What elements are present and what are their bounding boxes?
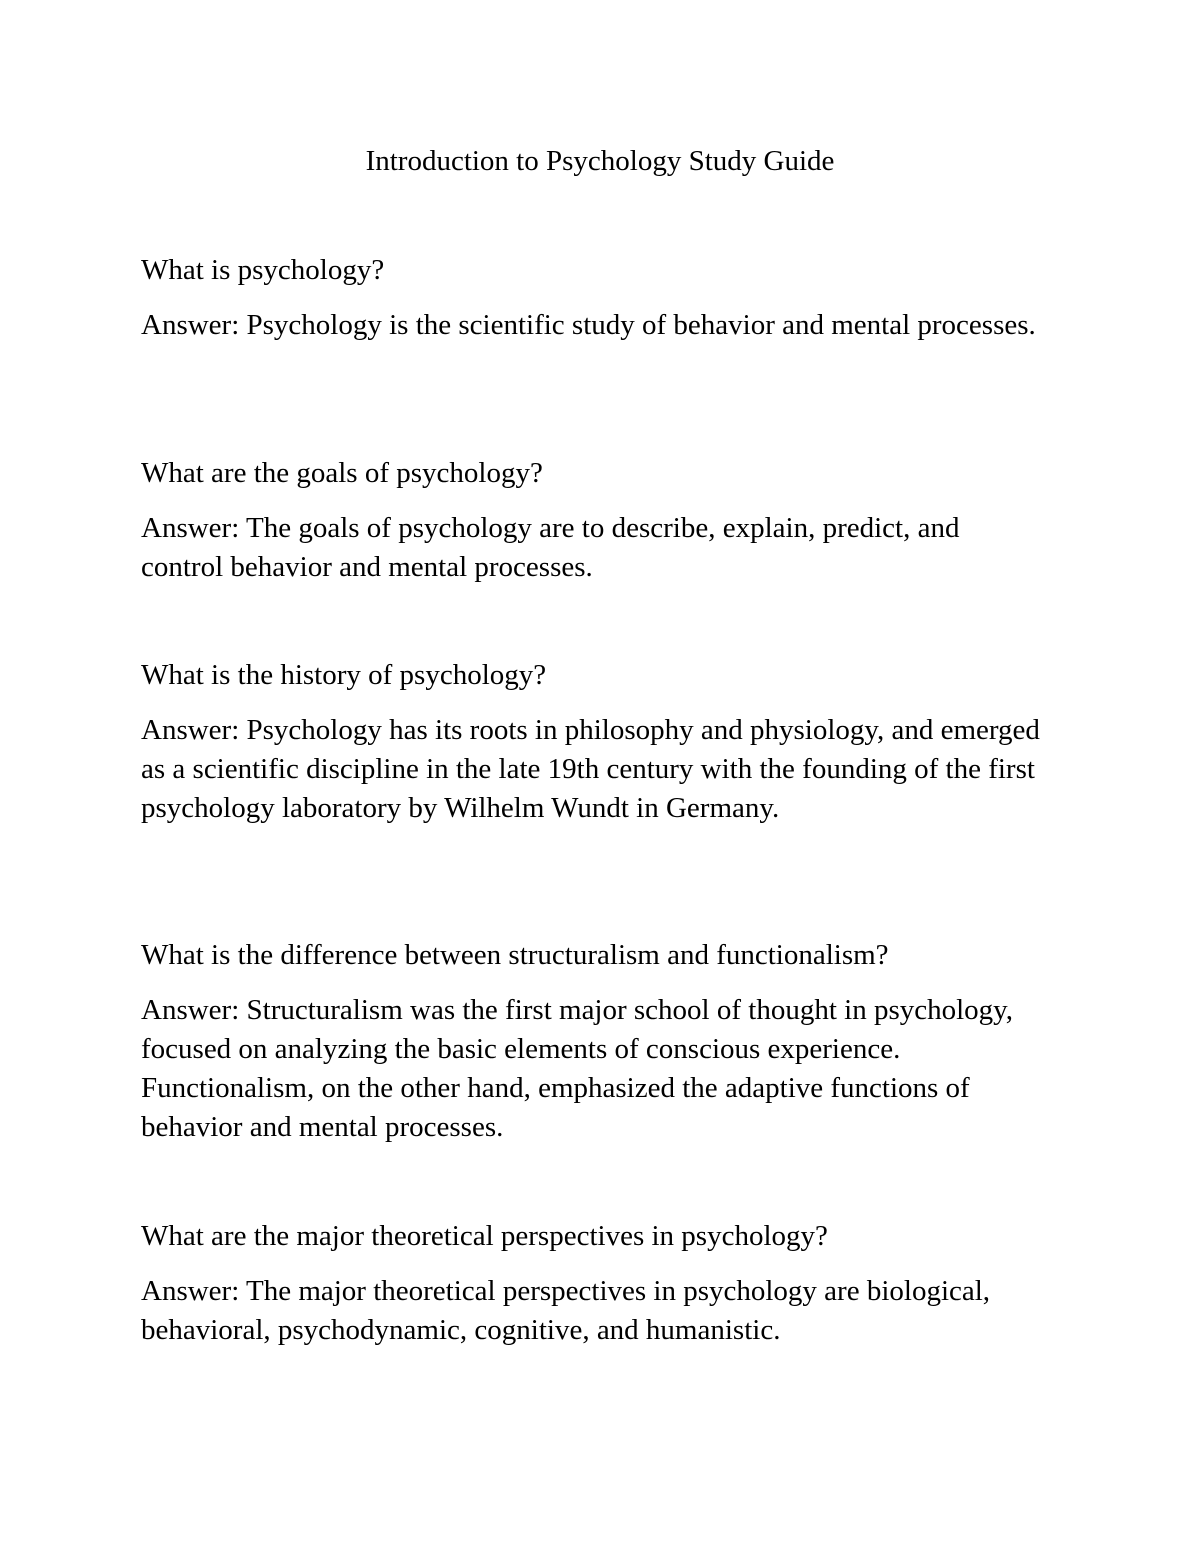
question-text: What are the major theoretical perspectives in psychology? (141, 1220, 828, 1252)
qa-item (141, 936, 1041, 1147)
answer-text: Answer: Structuralism was the first major school of thought in psychology, focused on analyzing the basic elements of conscious experience. Functionalism, on the other hand, emphasized the adaptive functions of behavior and mental processes. (141, 994, 1014, 1143)
qa-item (141, 656, 1041, 828)
answer-text: Answer: Psychology has its roots in philosophy and physiology, and emerged as a scientific discipline in the late 19th century with the founding of the first psychology laboratory by Wilhelm Wundt in Germany. (141, 714, 1040, 824)
question-text: What is psychology? (141, 254, 385, 286)
qa-item (141, 454, 1041, 587)
answer-text: Answer: Psychology is the scientific study of behavior and mental processes. (141, 309, 1036, 341)
answer-text: Answer: The major theoretical perspectives in psychology are biological, behavioral, psychodynamic, cognitive, and humanistic. (141, 1275, 991, 1346)
answer-text: Answer: The goals of psychology are to describe, explain, predict, and control behavior and mental processes. (141, 512, 960, 583)
question-text: What is the history of psychology? (141, 659, 547, 691)
qa-item (141, 1217, 1041, 1350)
qa-item (141, 251, 1041, 345)
question-text: What is the difference between structuralism and functionalism? (141, 939, 889, 971)
question-text: What are the goals of psychology? (141, 457, 543, 489)
page-title: Introduction to Psychology Study Guide (365, 145, 835, 177)
